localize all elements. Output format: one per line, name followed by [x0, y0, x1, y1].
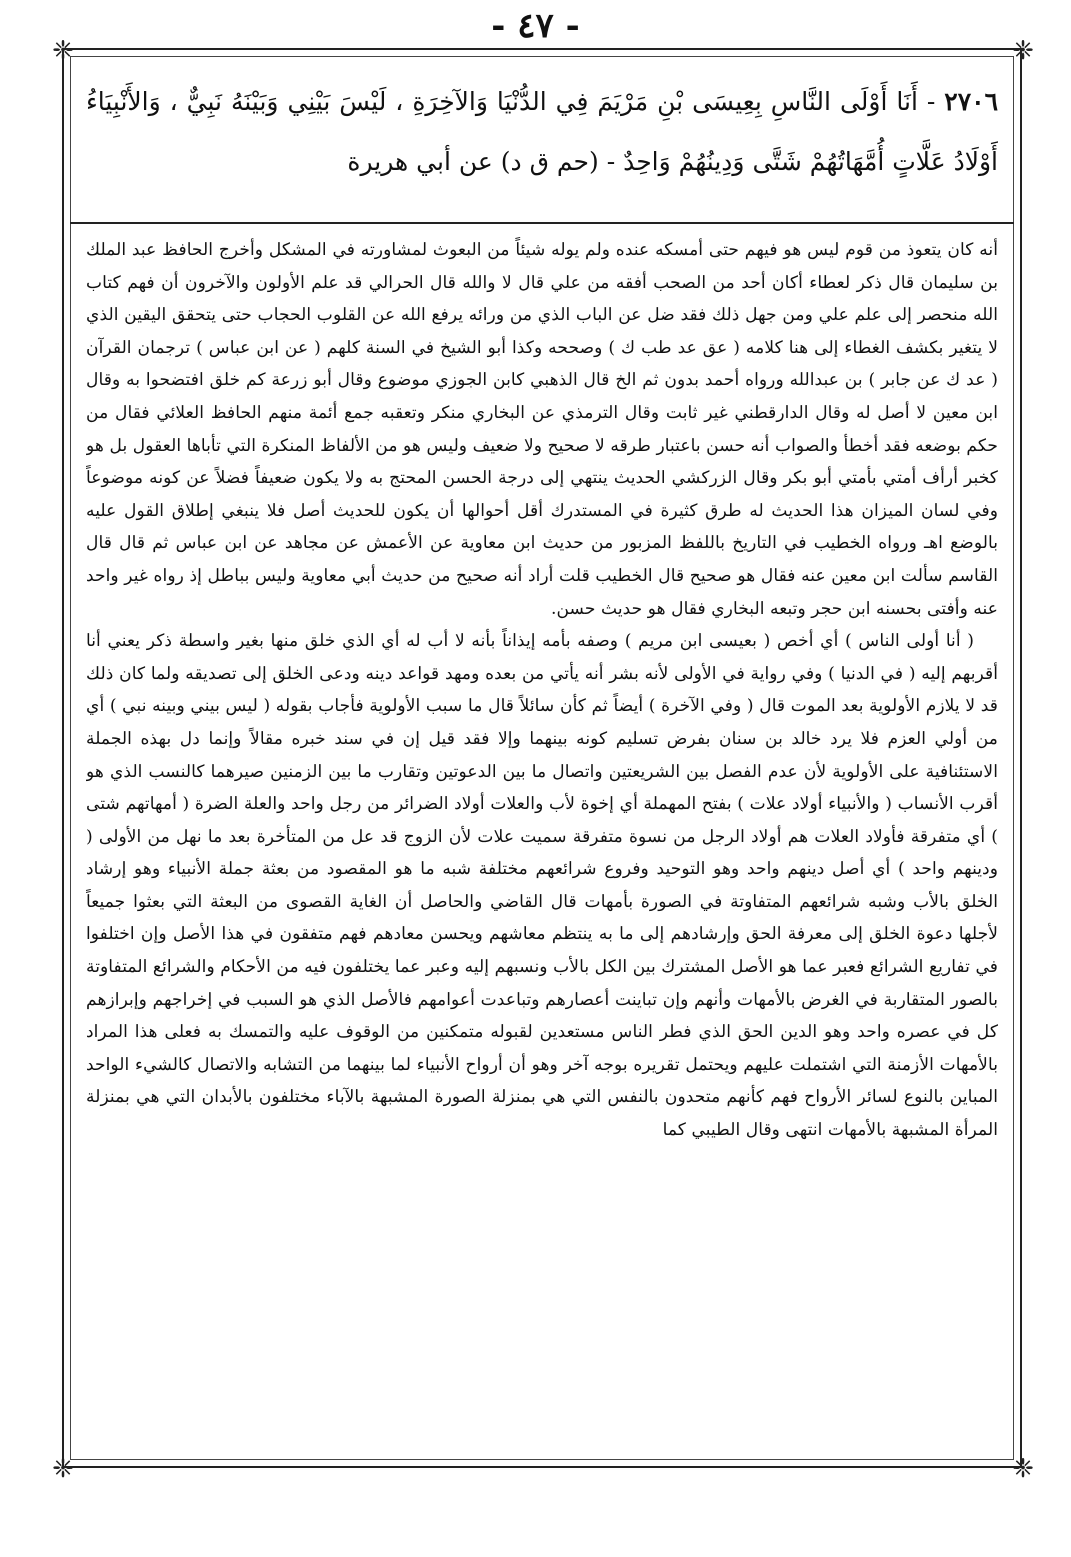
- corner-ornament-icon: ❈: [1012, 36, 1034, 66]
- hadith-dash: -: [917, 87, 945, 116]
- corner-ornament-icon: ❈: [52, 1454, 74, 1484]
- corner-ornament-icon: ❈: [52, 36, 74, 66]
- hadith-text-block: [86, 72, 998, 202]
- commentary-paragraph: أنه كان يتعوذ من قوم ليس هو فيهم حتى أمسكه عنده ولم يوله شيئاً من البعوث لمشاورته في المشكل وأخرج الحافظ عبد الملك بن سليمان قال ذكر لعطاء أكان أحد من الصحب أفقه من علي قال لا والله قال الحرالي قد علم الأولون والآخرون أن فهم كتاب الله منحصر إلى علم علي ومن جهل ذلك فقد ضل عن الباب الذي من ورائه يرفع الله عن القلوب الحجاب حتى يتحقق اليقين الذي لا يتغير بكشف الغطاء إلى هنا كلامه ( عق عد طب ك ) وصححه وكذا أبو الشيخ في السنة كلهم ( عن ابن عباس ) ترجمان القرآن ( عد ك عن جابر ) بن عبدالله ورواه أحمد بدون ثم الخ قال الذهبي كابن الجوزي موضوع وقال أبو زرعة كم خلق افتضحوا به وقال ابن معين لا أصل له وقال الدارقطني غير ثابت وقال الترمذي عن البخاري منكر وتعقبه جمع أئمة منهم الحافظ العلائي فقال من حكم بوضعه فقد أخطأ والصواب أنه حسن باعتبار طرقه لا صحيح ولا ضعيف وليس هو من الألفاظ المنكرة التي تأباها العقول بل هو كخبر أرأف أمتي بأمتي أبو بكر وقال الزركشي الحديث ينتهي إلى درجة الحسن المحتج به ولا يكون ضعيفاً فضلاً عن كونه موضوعاً وفي لسان الميزان هذا الحديث له طرق كثيرة في المستدرك أقل أحوالها أن يكون للحديث أصل فلا ينبغي إطلاق القول عليه بالوضع اهـ ورواه الخطيب في التاريخ باللفظ المزبور من حديث ابن معاوية عن الأعمش عن مجاهد عن ابن عباس ثم قال قال القاسم سألت ابن معين عنه فقال هو صحيح قال الخطيب قلت أراد أنه صحيح من حديث أبي معاوية وليس بباطل إذ رواه غير واحد عنه وأفتى بحسنه ابن حجر وتبعه البخاري فقال هو حديث حسن.: [86, 240, 998, 619]
- hadith-text: أَنَا أَوْلَى النَّاسِ بِعِيسَى بْنِ مَرْيَمَ فِي الدُّنْيَا وَالآخِرَةِ ، لَيْسَ بَيْنِي وَبَيْنَهُ نَبِيٌّ ، وَالأَنْبِيَاءُ أَوْلَادُ عَلَّاتٍ أُمَّهَاتُهُمْ شَتَّى وَدِينُهُمْ وَاحِدٌ - (حم ق د) عن أبي هريرة: [86, 87, 998, 176]
- commentary-paragraph: ( أنا أولى الناس ) أي أخص ( بعيسى ابن مريم ) وصفه بأمه إيذاناً بأنه لا أب له أي الذي خلق منها بغير واسطة ذكر يعني أنا أقربهم إليه ( في الدنيا ) وفي رواية في الأولى لأنه بشر أنه يأتي من بعده ومهد قواعد دينه ودعى الخلق إلى تصديقه ولما كان ذلك قد لا يلازم الأولوية بعد الموت قال ( وفي الآخرة ) أيضاً ثم كأن سائلاً قال ما سبب الأولوية فأجاب بقوله ( ليس بيني وبينه نبي ) أي من أولي العزم فلا يرد خالد بن سنان بفرض تسليم كونه بينهما وإلا فقد قيل إن في سند خبره مقالاً وإنما دل بهذه الجملة الاستئنافية على الأولوية لأن عدم الفصل بين الشريعتين واتصال ما بين الدعوتين وتقارب ما بين الزمنين صيرهما كالنسب الذي هو أقرب الأنساب ( والأنبياء أولاد علات ) بفتح المهملة أي إخوة لأب والعلات أولاد الضرائر من رجل واحد والعلة الضرة ( أمهاتهم شتى ) أي متفرقة فأولاد العلات هم أولاد الرجل من نسوة متفرقة سميت علات لأن الزوج قد عل من المتأخرة بعد ما نهل من الأولى ( ودينهم واحد ) أي أصل دينهم واحد وهو التوحيد وفروع شرائعهم مختلفة شبه ما هو المقصود من بعثة جملة الأنبياء وهو إرشاد الخلق بالأب وشبه شرائعهم المتفاوتة في الصورة بأمهات قال القاضي والحاصل أن الغاية القصوى من البعثة التي بعثوا جميعاً لأجلها دعوة الخلق إلى معرفة الحق وإرشادهم إلى ما به ينتظم معاشهم ويحسن معادهم فهم متفقون في هذا الأصل وإن اختلفوا في تفاريع الشرائع فعبر عما هو الأصل المشترك بين الكل بالأب ونسبهم إليه وعبر عما يختلفون فيه من الأحكام والشرائع المتفاوتة بالصور المتقاربة في الغرض بالأمهات وأنهم وإن تباينت أعصارهم وتباعدت أعوامهم فالأصل الذي هو السبب في إخراجهم وإبرازهم كل في عصره واحد وهو الدين الحق الذي فطر الناس مستعدين لقبوله متمكنين من الوقوف عليه والتمسك به فعلى هذا المراد بالأمهات الأزمنة التي اشتملت عليهم ويحتمل تقريره بوجه آخر وهو أن أرواح الأنبياء لما بينهما من التشابه والاتصال كالشيء الواحد المباين بالنوع لسائر الأرواح فهم كأنهم متحدون بالنفس التي هي بمنزلة الصورة المشبهة بالآباء مختلفون بالأبدان التي هي بمنزلة المرأة المشبهة بالأمهات انتهى وقال الطيبي كما: [86, 631, 998, 1141]
- page-number: - ٤٧ -: [491, 6, 580, 46]
- commentary-block: [86, 234, 998, 1454]
- section-divider: [70, 222, 1014, 224]
- corner-ornament-icon: ❈: [1012, 1454, 1034, 1484]
- hadith-number: ٢٧٠٦: [944, 87, 998, 116]
